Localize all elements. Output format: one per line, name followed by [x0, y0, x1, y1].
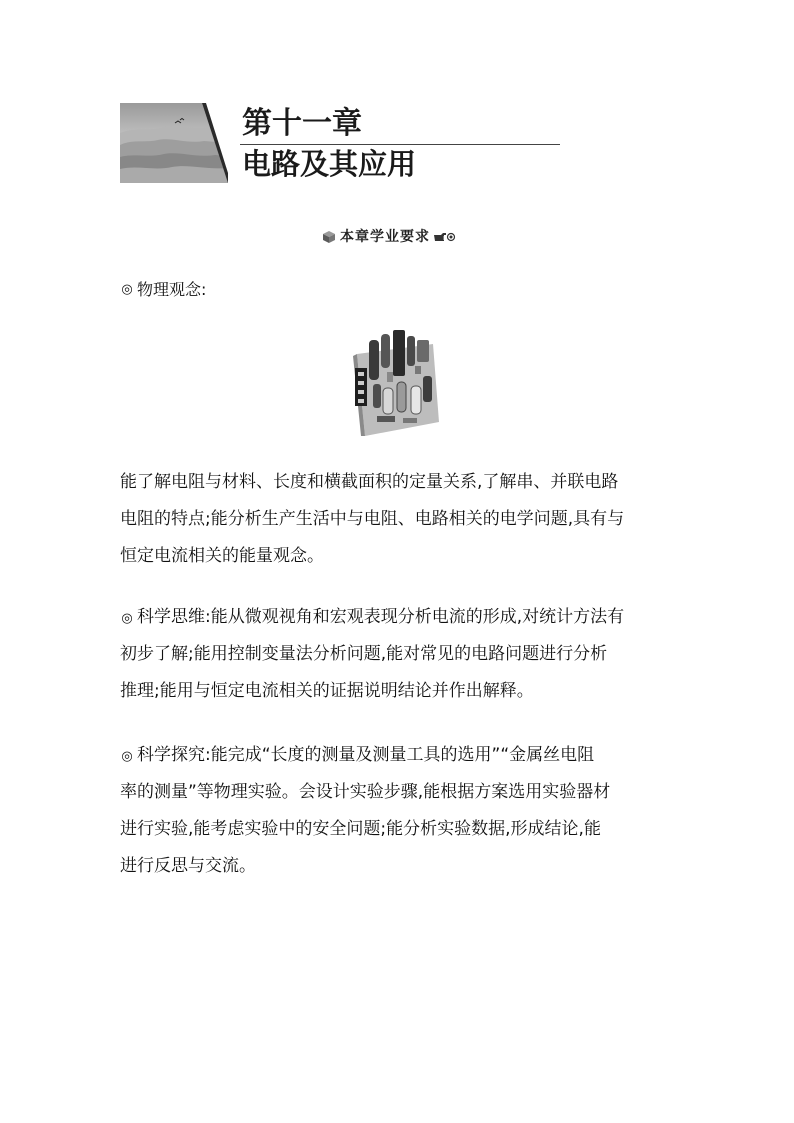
text-line: 科学探究:能完成“长度的测量及测量工具的选用”“金属丝电阻: [137, 745, 595, 765]
section-header: [322, 227, 457, 247]
physics-concept-text: [120, 464, 680, 575]
text-line: 进行反思与交流。: [120, 856, 256, 876]
cube-icon: [322, 230, 336, 244]
section-title: 本章学业要求: [340, 229, 430, 245]
bullet-icon: ◎: [121, 611, 133, 626]
text-line: 进行实验,能考虑实验中的安全问题;能分析实验数据,形成结论,能: [120, 819, 601, 839]
text-line: 初步了解;能用控制变量法分析问题,能对常见的电路问题进行分析: [120, 644, 608, 664]
text-line: 推理;能用与恒定电流相关的证据说明结论并作出解释。: [120, 681, 534, 701]
scientific-inquiry-text: [120, 737, 680, 885]
bullet-icon: ◎: [121, 749, 133, 764]
chapter-banner-landscape-image: [120, 103, 228, 183]
physics-concept-label: 物理观念:: [137, 280, 207, 299]
pointing-hand-icon: [433, 230, 457, 244]
text-line: 能了解电阻与材料、长度和横截面积的定量关系,了解串、并联电路: [120, 472, 619, 492]
text-line: 率的测量”等物理实验。会设计实验步骤,能根据方案选用实验器材: [120, 782, 611, 802]
bullet-icon: ◎: [121, 282, 133, 297]
chapter-number-title: 第十一章: [242, 106, 362, 141]
physics-concept-label-line: [120, 277, 206, 303]
text-line: 电阻的特点;能分析生产生活中与电阻、电路相关的电学问题,具有与: [120, 509, 625, 529]
chapter-title-divider: [240, 144, 560, 145]
scientific-thinking-text: [120, 599, 680, 710]
text-line-with-bullet: [120, 737, 680, 774]
text-line: 恒定电流相关的能量观念。: [120, 546, 324, 566]
text-line: 科学思维:能从微观视角和宏观表现分析电流的形成,对统计方法有: [137, 607, 625, 627]
circuit-board-photo: [353, 326, 442, 438]
text-line-with-bullet: [120, 599, 680, 636]
chapter-subtitle: 电路及其应用: [242, 147, 417, 181]
